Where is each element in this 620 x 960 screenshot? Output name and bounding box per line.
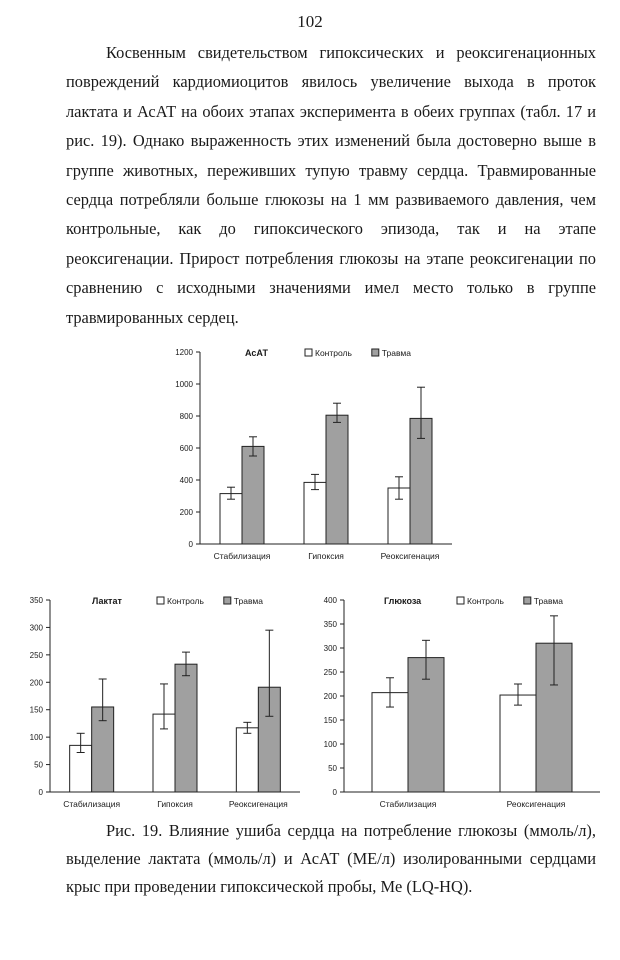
legend-swatch-trauma bbox=[372, 349, 379, 356]
bar-control bbox=[236, 728, 258, 792]
category-label: Стабилизация bbox=[213, 551, 271, 561]
chart-title: Лактат bbox=[92, 596, 122, 606]
y-tick-label: 200 bbox=[323, 692, 337, 701]
y-tick-label: 0 bbox=[332, 788, 337, 797]
y-tick-label: 1200 bbox=[175, 348, 193, 357]
category-label: Гипоксия bbox=[157, 799, 193, 809]
legend-label-trauma: Травма bbox=[533, 596, 563, 606]
y-tick-label: 300 bbox=[29, 623, 43, 633]
y-tick-label: 350 bbox=[29, 596, 43, 605]
category-label: Гипоксия bbox=[308, 551, 344, 561]
bar-trauma bbox=[326, 415, 348, 544]
bar-control bbox=[500, 695, 536, 792]
y-tick-label: 150 bbox=[29, 705, 43, 715]
category-label: Стабилизация bbox=[379, 799, 437, 809]
bar-trauma bbox=[175, 664, 197, 792]
bar-trauma bbox=[242, 446, 264, 544]
legend-swatch-trauma bbox=[224, 597, 231, 604]
y-tick-label: 400 bbox=[179, 476, 193, 485]
body-paragraph: Косвенным свидетельством гипоксических и реоксигенационных повреждений кардиомиоцитов явилось увеличение выхода в проток лактата и АсАТ на обоих этапах эксперимента в обеих группах (табл. 17 и рис. 19). Однако выраженность этих изменений была достоверно выше в группе животных, переживших тупую травму сердца. Травмированные сердца потребляли больше глюкозы на 1 мм развиваемого давления, чем контрольные, как до гипоксического эпизода, так и на этапе реоксигенации. Прирост потребления глюкозы на этапе реоксигенации по сравнению с исходными значениями имел место только в группе травмированных сердец. bbox=[66, 43, 596, 327]
legend-label-control: Контроль bbox=[167, 596, 204, 606]
y-tick-label: 200 bbox=[179, 508, 193, 517]
bar-control bbox=[220, 494, 242, 544]
figure-caption: Рис. 19. Влияние ушиба сердца на потребление глюкозы (ммоль/л), выделение лактата (ммоль/л) и АсАТ (МЕ/л) изолированными сердцами крыс при проведении гипоксической пробы, Me (LQ-HQ). bbox=[66, 821, 596, 896]
y-tick-label: 50 bbox=[328, 764, 337, 773]
legend-label-trauma: Травма bbox=[233, 596, 263, 606]
y-tick-label: 250 bbox=[29, 650, 43, 660]
legend-swatch-control bbox=[457, 597, 464, 604]
lactate-chart bbox=[12, 590, 312, 815]
category-label: Стабилизация bbox=[63, 799, 121, 809]
y-tick-label: 0 bbox=[38, 788, 43, 797]
legend-swatch-trauma bbox=[524, 597, 531, 604]
y-tick-label: 100 bbox=[323, 740, 337, 749]
y-tick-label: 200 bbox=[29, 678, 43, 688]
legend-swatch-control bbox=[305, 349, 312, 356]
legend-label-trauma: Травма bbox=[381, 348, 411, 358]
legend-label-control: Контроль bbox=[315, 348, 352, 358]
y-tick-label: 300 bbox=[323, 644, 337, 653]
y-tick-label: 800 bbox=[179, 412, 193, 421]
y-tick-label: 400 bbox=[323, 596, 337, 605]
chart-title: Глюкоза bbox=[384, 596, 422, 606]
y-tick-label: 1000 bbox=[175, 380, 193, 389]
y-tick-label: 0 bbox=[188, 540, 193, 549]
category-label: Реоксигенация bbox=[506, 799, 566, 809]
bar-control bbox=[372, 693, 408, 792]
asat-chart bbox=[150, 340, 470, 570]
page-number: 102 bbox=[297, 12, 323, 31]
bar-control bbox=[304, 482, 326, 544]
legend-swatch-control bbox=[157, 597, 164, 604]
y-tick-label: 600 bbox=[179, 444, 193, 453]
y-tick-label: 150 bbox=[323, 716, 337, 725]
y-tick-label: 50 bbox=[34, 760, 43, 770]
legend-label-control: Контроль bbox=[467, 596, 504, 606]
chart-title: АсАТ bbox=[245, 348, 268, 358]
category-label: Реоксигенация bbox=[228, 799, 288, 809]
glucose-chart bbox=[312, 590, 612, 815]
y-tick-label: 350 bbox=[323, 620, 337, 629]
y-tick-label: 100 bbox=[29, 733, 43, 743]
y-tick-label: 250 bbox=[323, 668, 337, 677]
category-label: Реоксигенация bbox=[380, 551, 440, 561]
